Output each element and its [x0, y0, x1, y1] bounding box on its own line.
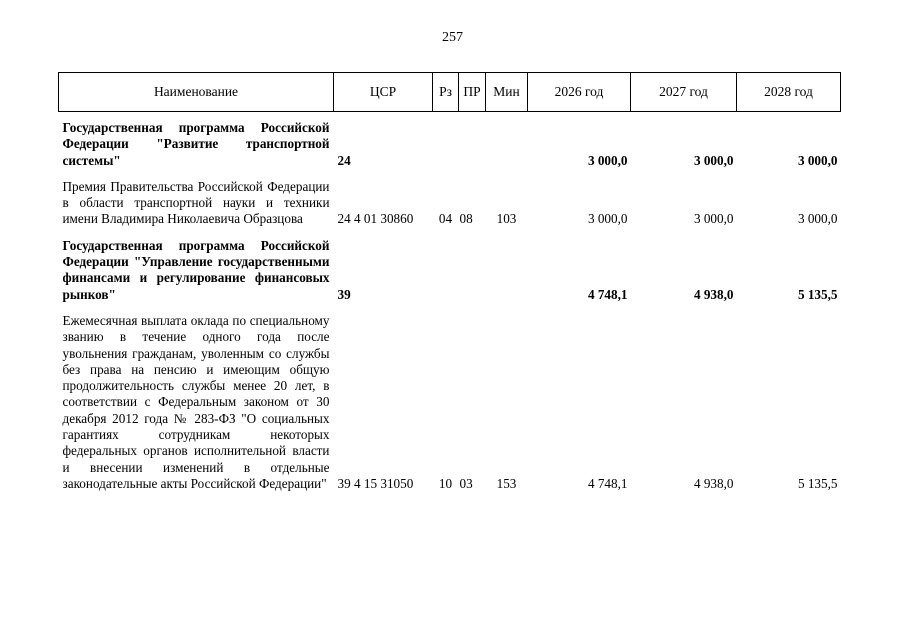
row-2028: 3 000,0 [797, 211, 838, 227]
row-rz [433, 120, 459, 169]
row-rz: 10 [438, 475, 453, 491]
budget-table [58, 72, 841, 492]
row-2027: 3 000,0 [693, 152, 734, 168]
table-row [59, 238, 841, 303]
row-pr: 08 [459, 211, 473, 227]
header-pr: ПР [459, 73, 486, 112]
row-2027: 4 938,0 [693, 475, 734, 491]
row-csr: 39 4 15 31050 [337, 475, 414, 491]
row-2026: 3 000,0 [587, 152, 628, 168]
table-header-row [59, 73, 841, 112]
header-rz: Рз [433, 73, 459, 112]
row-csr: 39 [337, 286, 351, 302]
row-2027: 4 938,0 [693, 286, 734, 302]
row-csr: 24 [337, 152, 351, 168]
row-min [486, 120, 528, 169]
row-pr [459, 120, 486, 169]
row-2028: 5 135,5 [797, 475, 838, 491]
header-min: Мин [486, 73, 528, 112]
row-2028: 5 135,5 [797, 286, 838, 302]
row-pr: 03 [459, 475, 473, 491]
table-row [59, 179, 841, 228]
row-name: Премия Правительства Российской Федерации в области транспортной науки и техники имени Владимира Николаевича Образцова [62, 178, 330, 227]
row-name: Ежемесячная выплата оклада по специальному званию в течение одного года после увольнения гражданам, уволенным со службы без права на пенсию и имеющим общую продолжительность службы менее 20 лет, в соответствии с Федеральным законом от 30 декабря 2012 года № 283-ФЗ "О социальных гарантиях сотрудникам некоторых федеральных органов исполнительной власти и внесении изменений в отдельные законодательные акты Российской Федерации" [62, 312, 330, 491]
row-name: Государственная программа Российской Федерации "Управление государственными финансами и регулирование финансовых рынков" [62, 237, 330, 302]
header-csr: ЦСР [334, 73, 433, 112]
row-2027: 3 000,0 [693, 211, 734, 227]
header-2028: 2028 год [737, 73, 841, 112]
header-2027: 2027 год [631, 73, 737, 112]
page-number: 257 [442, 30, 463, 45]
row-2026: 4 748,1 [587, 286, 628, 302]
row-2028: 3 000,0 [797, 152, 838, 168]
table-row [59, 313, 841, 492]
row-rz: 04 [438, 211, 453, 227]
table-row [59, 120, 841, 169]
row-rz [433, 238, 459, 303]
row-csr: 24 4 01 30860 [337, 211, 414, 227]
row-2026: 4 748,1 [587, 475, 628, 491]
row-name: Государственная программа Российской Федерации "Развитие транспортной системы" [62, 120, 330, 168]
row-pr [459, 238, 486, 303]
row-min: 153 [496, 475, 517, 491]
row-2026: 3 000,0 [587, 211, 628, 227]
row-min [486, 238, 528, 303]
row-min: 103 [496, 211, 517, 227]
header-2026: 2026 год [528, 73, 631, 112]
header-name: Наименование [59, 73, 334, 112]
